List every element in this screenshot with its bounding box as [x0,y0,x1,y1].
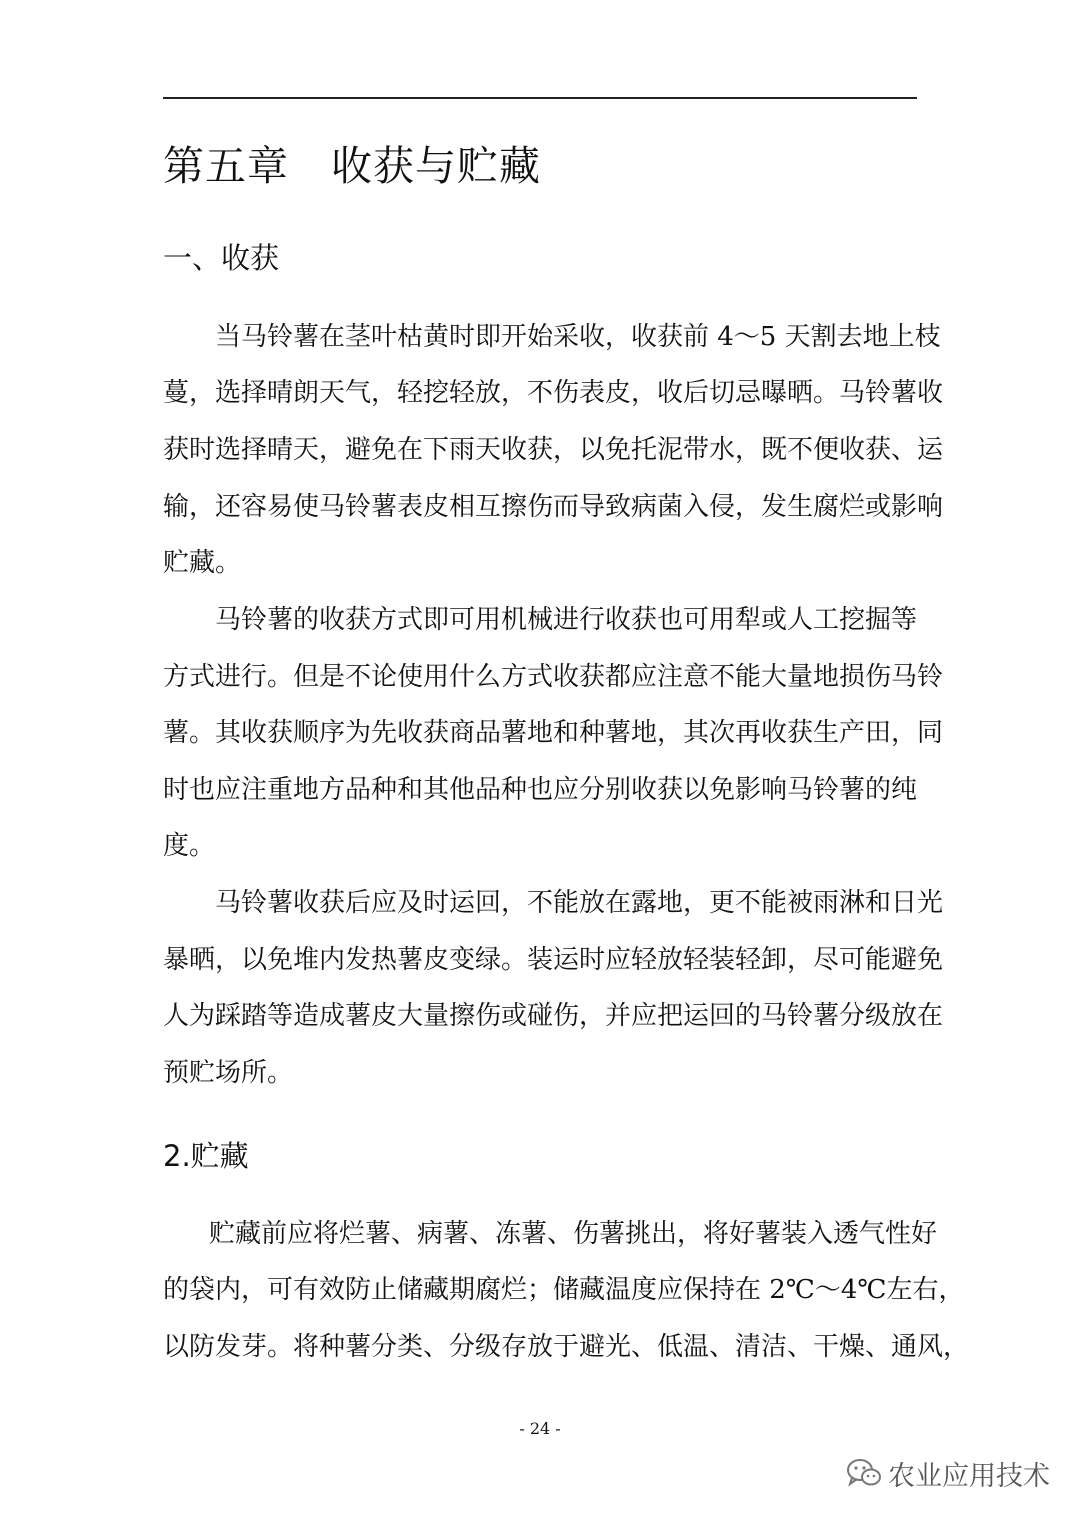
paragraph-line: 人为踩踏等造成薯皮大量擦伤或碰伤，并应把运回的马铃薯分级放在 [163,1001,944,1031]
header-rule [163,97,917,99]
paragraph-line: 的袋内，可有效防止储藏期腐烂；储藏温度应保持在 2℃～4℃左右， [163,1275,965,1305]
chapter-title: 第五章 收获与贮藏 [163,142,541,190]
paragraph-line: 马铃薯的收获方式即可用机械进行收获也可用犁或人工挖掘等 [215,605,918,635]
paragraph-line: 输，还容易使马铃薯表皮相互擦伤而导致病菌入侵，发生腐烂或影响 [163,492,944,522]
paragraph-line: 获时选择晴天，避免在下雨天收获，以免托泥带水，既不便收获、运 [163,435,944,465]
paragraph-line: 贮藏前应将烂薯、病薯、冻薯、伤薯挑出，将好薯装入透气性好 [209,1219,938,1249]
paragraph-line: 薯。其收获顺序为先收获商品薯地和种薯地，其次再收获生产田，同 [163,718,944,748]
paragraph-line: 度。 [163,831,216,861]
watermark [846,1455,1050,1491]
paragraph-line: 暴晒，以免堆内发热薯皮变绿。装运时应轻放轻装轻卸，尽可能避免 [163,945,944,975]
paragraph-line: 预贮场所。 [163,1058,294,1088]
paragraph-line: 贮藏。 [163,548,242,578]
paragraph-line: 以防发芽。将种薯分类、分级存放于避光、低温、清洁、干燥、通风， [163,1332,970,1362]
paragraph-line: 蔓，选择晴朗天气，轻挖轻放，不伤表皮，收后切忌曝晒。马铃薯收 [163,378,944,408]
section-heading-harvest: 一、收获 [163,241,280,275]
section-heading-storage: 2.贮藏 [163,1139,249,1173]
paragraph-line: 时也应注重地方品种和其他品种也应分别收获以免影响马铃薯的纯 [163,775,918,805]
watermark-text: 农业应用技术 [888,1460,1050,1492]
paragraph-line: 马铃薯收获后应及时运回，不能放在露地，更不能被雨淋和日光 [215,888,944,918]
paragraph-line: 当马铃薯在茎叶枯黄时即开始采收，收获前 4～5 天割去地上枝 [215,322,941,352]
wechat-icon [846,1458,882,1488]
paragraph-line: 方式进行。但是不论使用什么方式收获都应注意不能大量地损伤马铃 [163,662,944,692]
page-number: - 24 - [519,1419,561,1438]
